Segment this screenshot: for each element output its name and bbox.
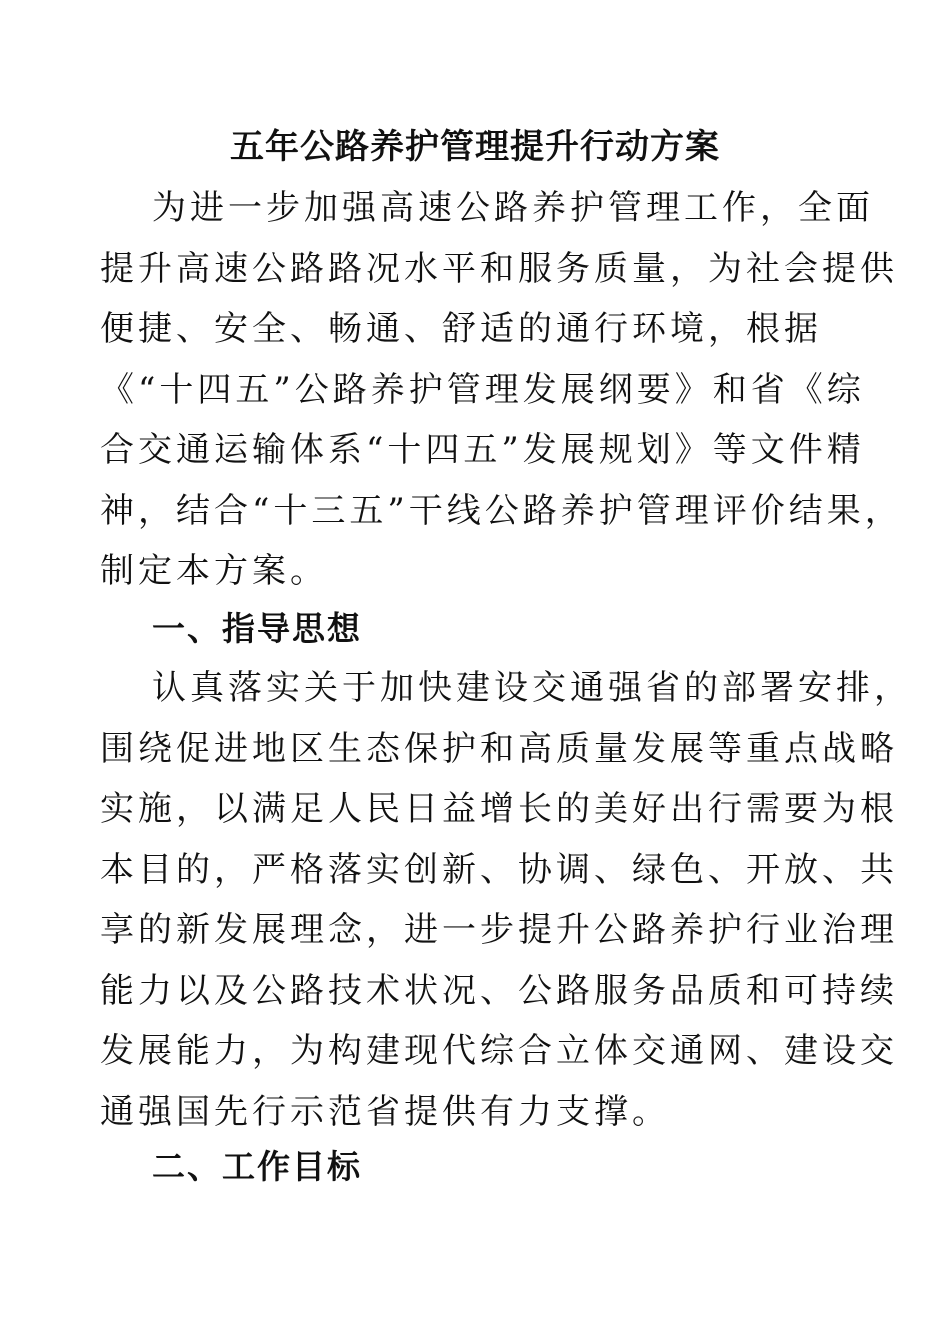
intro-line: 神，结合“十三五”干线公路养护管理评价结果， [100, 490, 903, 531]
paragraph-line: 发展能力，为构建现代综合立体交通网、建设交 [100, 1031, 898, 1071]
intro-line: 制定本方案。 [100, 551, 328, 591]
intro-line: 为进一步加强高速公路养护管理工作，全面 [152, 188, 874, 228]
section-heading-guiding-ideology: 一、指导思想 [152, 609, 362, 648]
paragraph-line: 通强国先行示范省提供有力支撑。 [100, 1091, 670, 1132]
intro-line: 便捷、安全、畅通、舒适的通行环境，根据 [100, 309, 822, 349]
paragraph-line: 实施，以满足人民日益增长的美好出行需要为根 [100, 789, 898, 829]
intro-line: 合交通运输体系“十四五”发展规划》等文件精 [100, 430, 865, 470]
document-title: 五年公路养护管理提升行动方案 [230, 127, 720, 167]
paragraph-line: 享的新发展理念，进一步提升公路养护行业治理 [100, 910, 898, 950]
paragraph-line: 围绕促进地区生态保护和高质量发展等重点战略 [100, 728, 898, 769]
intro-line: 《“十四五”公路养护管理发展纲要》和省《综 [100, 369, 865, 410]
paragraph-line: 能力以及公路技术状况、公路服务品质和可持续 [100, 970, 898, 1011]
section-heading-work-objectives: 二、工作目标 [152, 1147, 362, 1186]
intro-paragraph [100, 178, 903, 602]
intro-line: 提升高速公路路况水平和服务质量，为社会提供 [100, 248, 898, 289]
paragraph-line: 认真落实关于加快建设交通强省的部署安排， [152, 668, 912, 708]
paragraph-line: 本目的，严格落实创新、协调、绿色、开放、共 [100, 849, 898, 890]
guiding-ideology-paragraph [100, 658, 912, 1142]
